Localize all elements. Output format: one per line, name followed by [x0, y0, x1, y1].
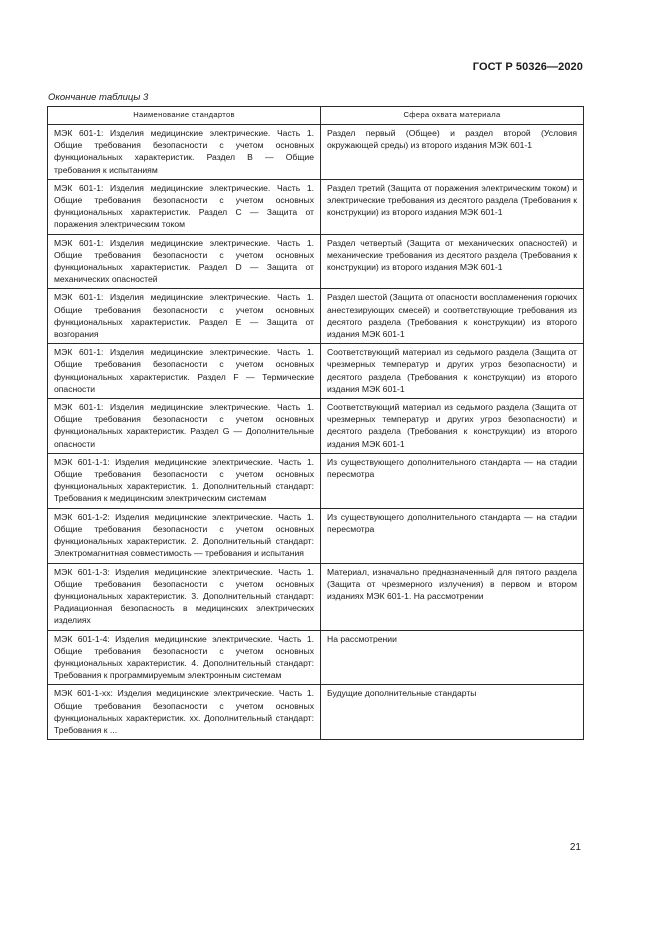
page-number: 21 — [569, 842, 581, 853]
standard-name-cell: МЭК 601-1: Изделия медицинские электрические. Часть 1. Общие требования безопасности с учетом основных функциональных характеристик. Раздел F — Термические опасности — [48, 344, 321, 399]
column-header-standards: Наименование стандартов — [48, 107, 321, 125]
document-code: ГОСТ Р 50326—2020 — [472, 61, 583, 73]
standard-name-cell: МЭК 601-1-1: Изделия медицинские электрические. Часть 1. Общие требования безопасности с учетом основных функциональных характеристик. 1. Дополнительный стандарт: Требования к медицинским электрическим системам — [48, 453, 321, 508]
scope-cell: Материал, изначально предназначенный для пятого раздела (Защита от чрезмерного излучения) в первом и втором изданиях МЭК 601-1. На рассмотрении — [321, 563, 584, 630]
standard-name-cell: МЭК 601-1: Изделия медицинские электрические. Часть 1. Общие требования безопасности с учетом основных функциональных характеристик. Раздел G — Дополнительные опасности — [48, 399, 321, 454]
scope-cell: Из существующего дополнительного стандарта — на стадии пересмотра — [321, 453, 584, 508]
standard-name-cell: МЭК 601-1-3: Изделия медицинские электрические. Часть 1. Общие требования безопасности с учетом основных функциональных характеристик. 3. Дополнительный стандарт: Радиационная безопасность в медицинских электрических изделиях — [48, 563, 321, 630]
standard-name-cell: МЭК 601-1: Изделия медицинские электрические. Часть 1. Общие требования безопасности с учетом основных функциональных характеристик. Раздел C — Защита от поражения электрическим током — [48, 179, 321, 234]
scope-cell: Соответствующий материал из седьмого раздела (Защита от чрезмерных температур и других угроз безопасности) и десятого раздела (Требования к конструкции) из второго издания МЭК 601-1 — [321, 344, 584, 399]
standard-name-cell: МЭК 601-1: Изделия медицинские электрические. Часть 1. Общие требования безопасности с учетом основных функциональных характеристик. Раздел B — Общие требования к испытаниям — [48, 125, 321, 180]
table-row — [48, 125, 584, 180]
scope-cell: Раздел третий (Защита от поражения электрическим током) и электрические требования из десятого раздела (Требования к конструкции) из второго издания МЭК 601-1 — [321, 179, 584, 234]
table-caption: Окончание таблицы 3 — [48, 92, 149, 103]
standards-table — [47, 106, 584, 740]
table-row — [48, 179, 584, 234]
table-row — [48, 508, 584, 563]
table-row — [48, 399, 584, 454]
table-row — [48, 630, 584, 685]
scope-cell: Раздел шестой (Защита от опасности воспламенения горючих анестезирующих смесей) и соответствующие требования из десятого раздела (Требования к конструкции) из второго издания МЭК 601-1 — [321, 289, 584, 344]
table-row — [48, 289, 584, 344]
standard-name-cell: МЭК 601-1-4: Изделия медицинские электрические. Часть 1. Общие требования безопасности с учетом основных функциональных характеристик. 4. Дополнительный стандарт: Требования к программируемым электронным системам — [48, 630, 321, 685]
table-row — [48, 685, 584, 740]
table-row — [48, 453, 584, 508]
scope-cell: Раздел первый (Общее) и раздел второй (Условия окружающей среды) из второго издания МЭК 601-1 — [321, 125, 584, 180]
scope-cell: Будущие дополнительные стандарты — [321, 685, 584, 740]
standard-name-cell: МЭК 601-1: Изделия медицинские электрические. Часть 1. Общие требования безопасности с учетом основных функциональных характеристик. Раздел D — Защита от механических опасностей — [48, 234, 321, 289]
table-row — [48, 563, 584, 630]
scope-cell: Раздел четвертый (Защита от механических опасностей) и механические требования из десятого раздела (Требования к конструкции) из второго издания МЭК 601-1 — [321, 234, 584, 289]
table-row — [48, 344, 584, 399]
table-row — [48, 234, 584, 289]
scope-cell: Из существующего дополнительного стандарта — на стадии пересмотра — [321, 508, 584, 563]
scope-cell: Соответствующий материал из седьмого раздела (Защита от чрезмерных температур и других угроз безопасности) и десятого раздела (Требования к конструкции) из второго издания МЭК 601-1 — [321, 399, 584, 454]
standard-name-cell: МЭК 601-1-2: Изделия медицинские электрические. Часть 1. Общие требования безопасности с учетом основных функциональных характеристик. 2. Дополнительный стандарт: Электромагнитная совместимость — требования и испытания — [48, 508, 321, 563]
table-header-row — [48, 107, 584, 125]
standard-name-cell: МЭК 601-1-xx: Изделия медицинские электрические. Часть 1. Общие требования безопасности с учетом основных функциональных характеристик. xx. Дополнительный стандарт: Требования к ... — [48, 685, 321, 740]
standard-name-cell: МЭК 601-1: Изделия медицинские электрические. Часть 1. Общие требования безопасности с учетом основных функциональных характеристик. Раздел E — Защита от возгорания — [48, 289, 321, 344]
column-header-scope: Сфера охвата материала — [321, 107, 584, 125]
scope-cell: На рассмотрении — [321, 630, 584, 685]
